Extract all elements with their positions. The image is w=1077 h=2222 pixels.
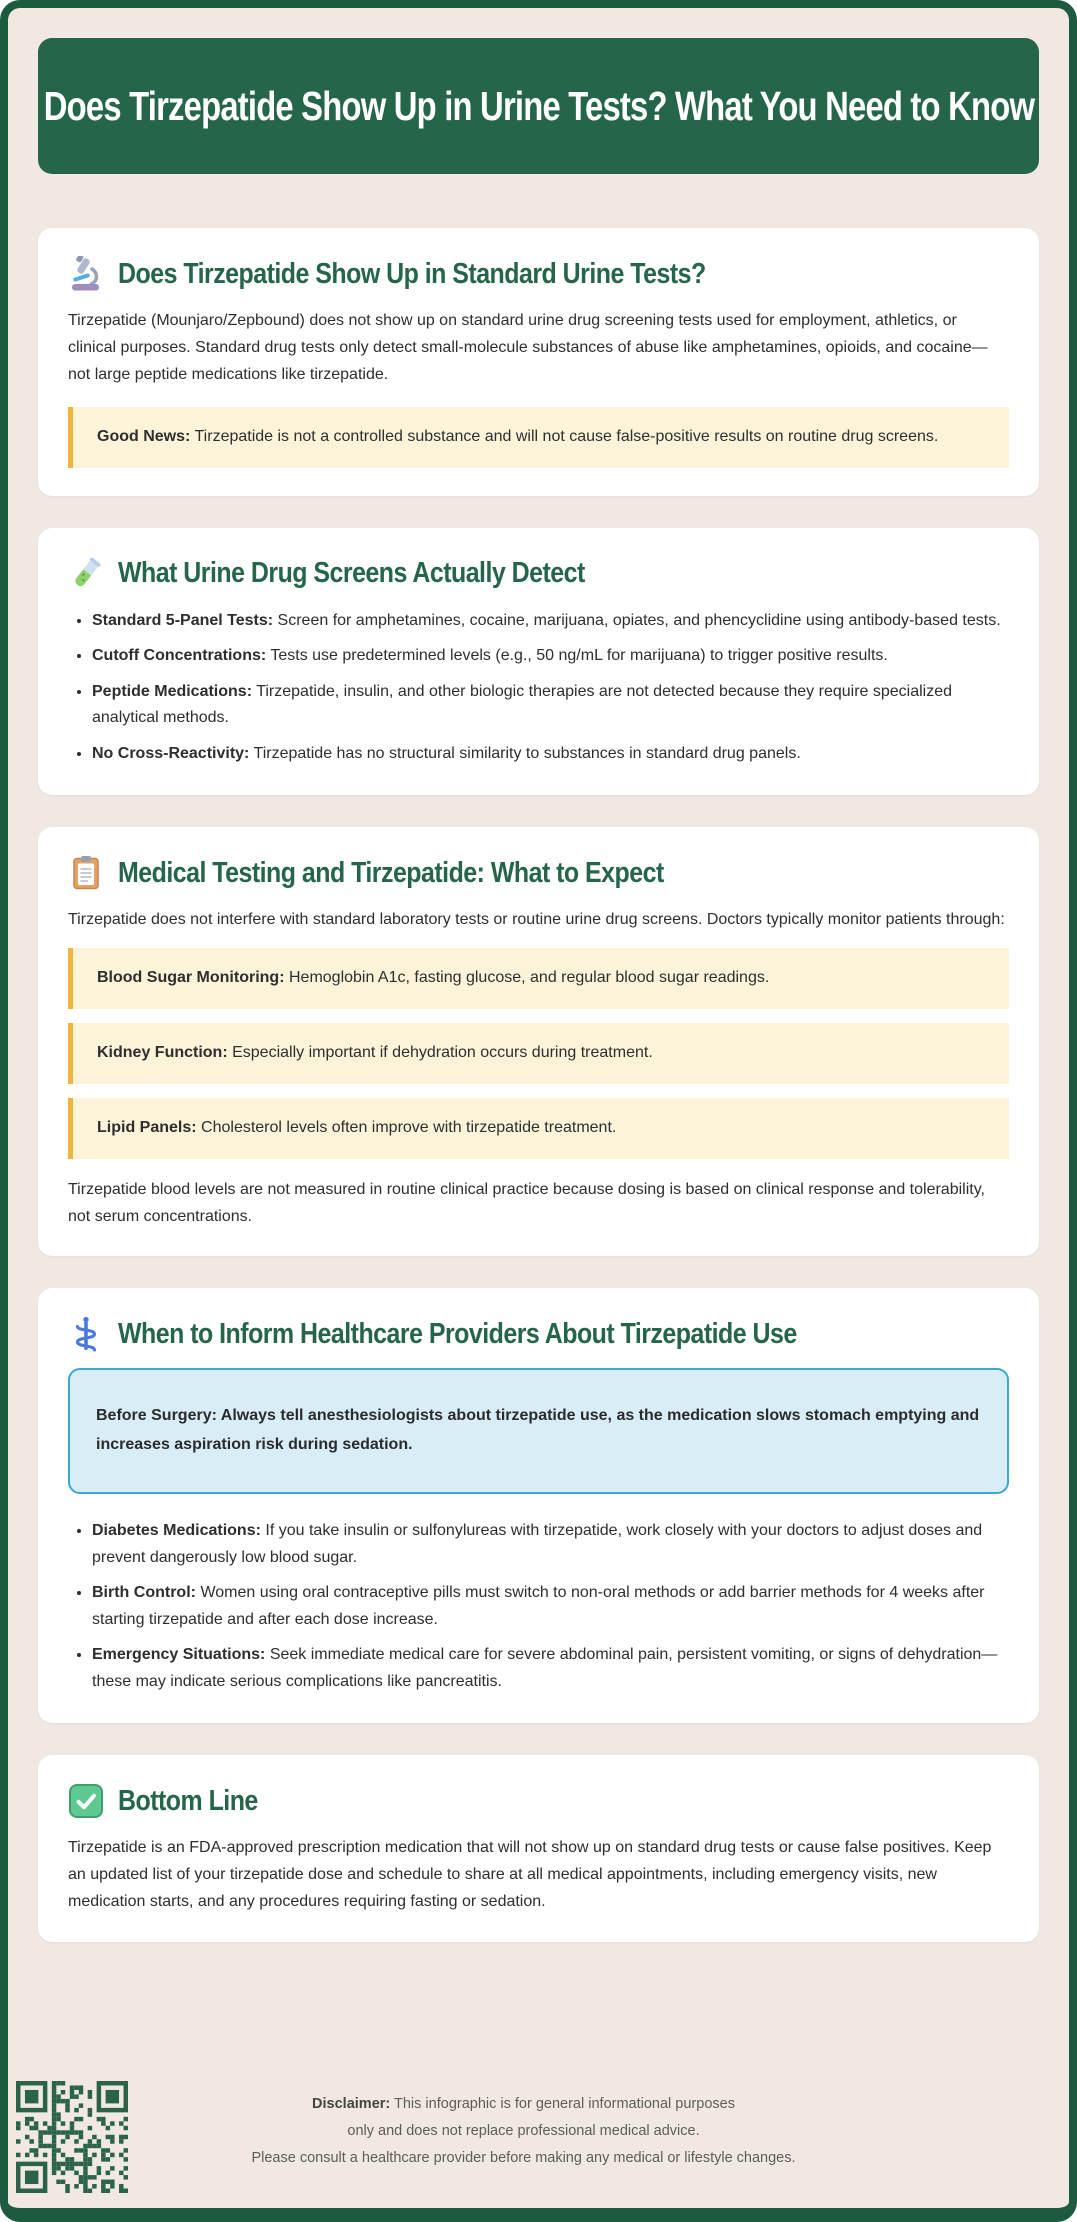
blood-sugar-callout: Blood Sugar Monitoring: Hemoglobin A1c, fasting glucose, and regular blood sugar readings.	[68, 948, 1009, 1009]
disclaimer-line-1: Disclaimer: This infographic is for general informational purposes	[312, 2096, 735, 2112]
caduceus-icon	[68, 1316, 104, 1352]
callout-text: Tirzepatide is not a controlled substance and will not cause false-positive results on routine drug screens.	[194, 427, 939, 445]
clipboard-icon	[68, 855, 104, 891]
section-heading	[68, 556, 1009, 592]
page-title: Does Tirzepatide Show Up in Urine Tests? What You Need to Know	[43, 82, 1034, 129]
infobox-lead: Before Surgery:	[96, 1407, 217, 1425]
section-paragraph: Tirzepatide does not interfere with standard laboratory tests or routine urine drug screens. Doctors typically monitor patients through:	[68, 911, 1005, 929]
list-item: • Cutoff Concentrations: Tests use predetermined levels (e.g., 50 ng/mL for marijuana) to trigger positive results.	[92, 643, 1009, 670]
before-surgery-infobox	[68, 1368, 1009, 1494]
lipid-panels-callout: Lipid Panels: Cholesterol levels often improve with tirzepatide treatment.	[68, 1098, 1009, 1159]
section-heading-text: Does Tirzepatide Show Up in Standard Urine Tests?	[118, 257, 706, 290]
infobox-text: Always tell anesthesiologists about tirzepatide use, as the medication slows stomach emptying and increases aspiration risk during sedation.	[96, 1407, 980, 1454]
check-icon	[68, 1783, 104, 1819]
section-heading-text: When to Inform Healthcare Providers About Tirzepatide Use	[118, 1317, 797, 1350]
list-item: • Standard 5-Panel Tests: Screen for amphetamines, cocaine, marijuana, opiates, and phencyclidine using antibody-based tests.	[92, 608, 1009, 635]
qr-code	[16, 2081, 128, 2198]
section-heading-text: What Urine Drug Screens Actually Detect	[118, 557, 585, 589]
section-heading-text: Medical Testing and Tirzepatide: What to Expect	[118, 856, 664, 889]
list-item: • No Cross-Reactivity: Tirzepatide has no structural similarity to substances in standard drug panels.	[92, 741, 1009, 768]
disclaimer-line-2: only and does not replace professional medical advice.	[347, 2122, 700, 2139]
test-tube-icon	[68, 556, 104, 592]
footer	[38, 2075, 1039, 2208]
section-heading-text: Bottom Line	[118, 1784, 258, 1817]
disclaimer-line-3: Please consult a healthcare provider before making any medical or lifestyle changes.	[251, 2149, 796, 2166]
list-item: • Emergency Situations: Seek immediate medical care for severe abdominal pain, persistent vomiting, or signs of dehydration—these may indicate serious complications like pancreatitis.	[92, 1642, 1009, 1695]
header-banner	[38, 38, 1039, 174]
section-paragraph: Tirzepatide (Mounjaro/Zepbound) does not show up on standard urine drug screening tests used for employment, athletics, or clinical purposes. Standard drug tests only detect small-molecule substances of abuse like amphetamines, opioids, and cocaine—not large peptide medications like tirzepatide.	[68, 312, 988, 383]
section-what-screens-detect	[38, 528, 1039, 796]
good-news-callout	[68, 407, 1009, 468]
list-item: • Diabetes Medications: If you take insulin or sulfonylureas with tirzepatide, work closely with your doctors to adjust doses and prevent dangerously low blood sugar.	[92, 1518, 1009, 1571]
section-standard-urine-tests	[38, 228, 1039, 496]
microscope-icon	[68, 256, 104, 292]
disclaimer-text	[128, 2081, 1039, 2171]
section-heading	[68, 1783, 1009, 1819]
provider-list	[68, 1518, 1009, 1695]
section-inform-providers	[38, 1288, 1039, 1723]
kidney-function-callout: Kidney Function: Especially important if dehydration occurs during treatment.	[68, 1023, 1009, 1084]
section-heading	[68, 1316, 1009, 1352]
section-bottom-line	[38, 1755, 1039, 1942]
callout-lead: Good News:	[97, 427, 191, 445]
section-medical-testing	[38, 827, 1039, 1256]
list-item: • Birth Control: Women using oral contraceptive pills must switch to non-oral methods or add barrier methods for 4 weeks after starting tirzepatide and after each dose increase.	[92, 1580, 1009, 1633]
section-paragraph: Tirzepatide is an FDA-approved prescription medication that will not show up on standard drug tests or cause false positives. Keep an updated list of your tirzepatide dose and schedule to share at all medical appointments, including emergency visits, new medication starts, and any procedures requiring fasting or sedation.	[68, 1839, 992, 1911]
section-heading	[68, 855, 1009, 891]
section-closing-paragraph: Tirzepatide blood levels are not measured in routine clinical practice because dosing is based on clinical response and tolerability, not serum concentrations.	[68, 1180, 985, 1225]
detection-list	[68, 608, 1009, 768]
list-item: • Peptide Medications: Tirzepatide, insulin, and other biologic therapies are not detected because they require specialized analytical methods.	[92, 679, 1009, 732]
section-heading	[68, 256, 1009, 292]
